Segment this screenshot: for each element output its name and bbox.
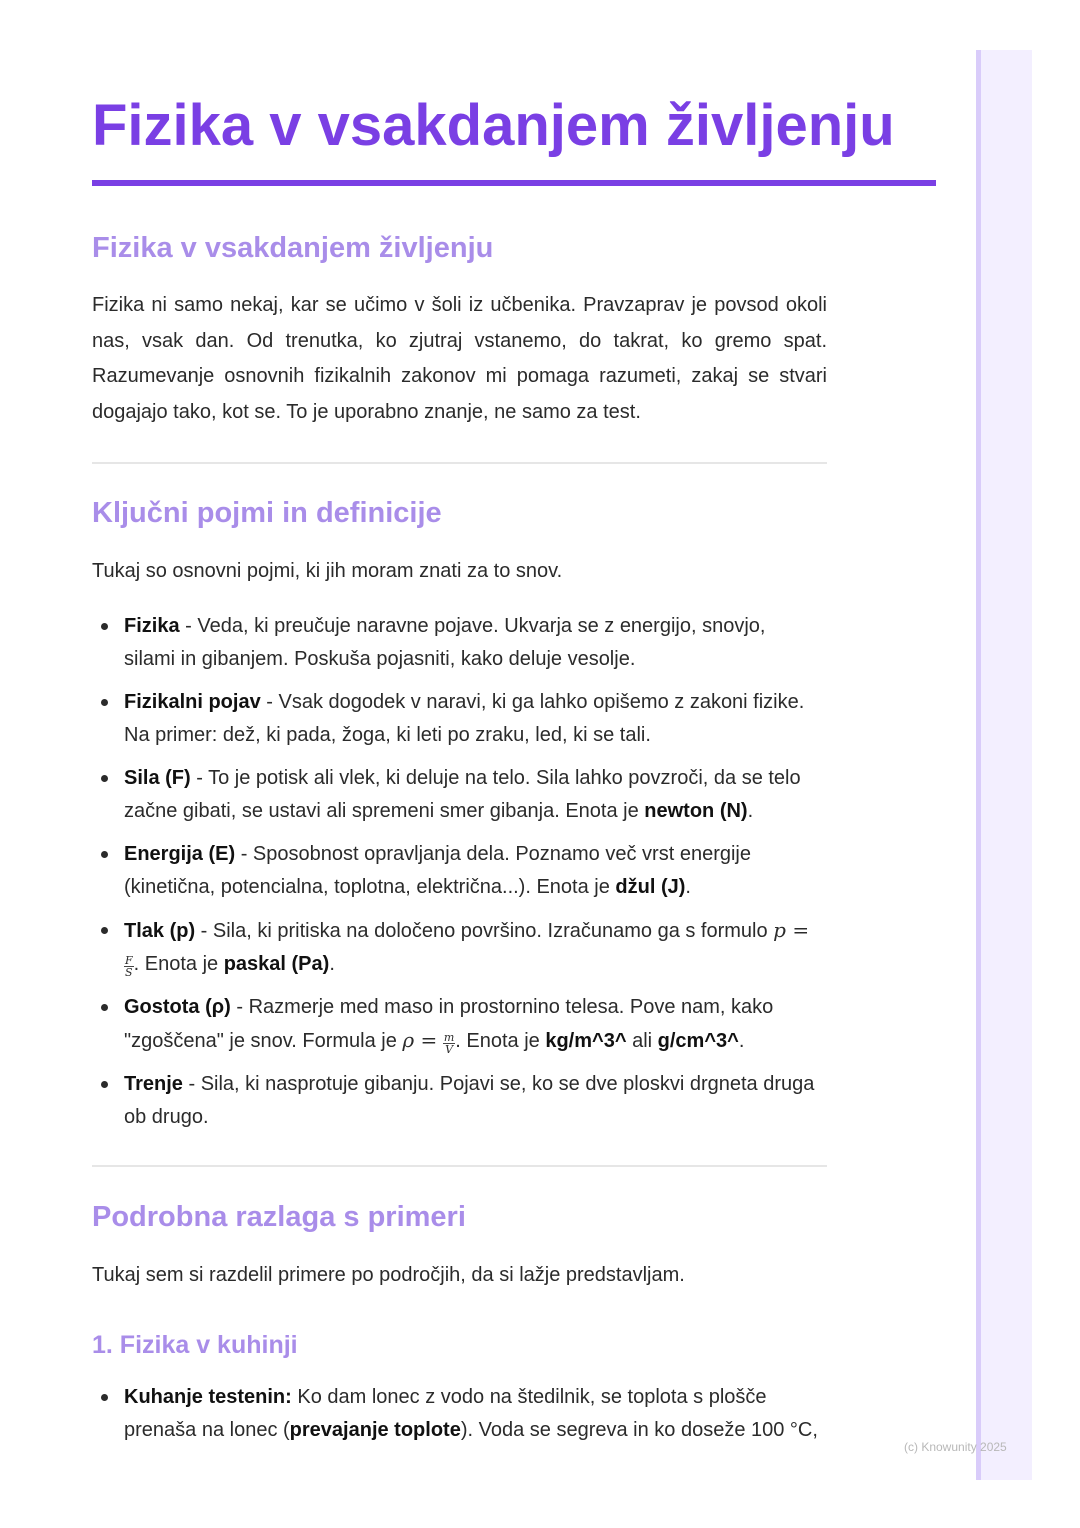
fraction-denominator: V <box>445 1043 454 1056</box>
bullet-icon <box>101 1081 108 1088</box>
term: Fizikalni pojav <box>124 691 261 713</box>
definition: - Sila, ki pritiska na določeno površino. Izračunamo ga s formulo <box>195 920 774 942</box>
unit: kg/m^3^ <box>545 1030 627 1052</box>
fraction-numerator: m <box>443 1031 455 1044</box>
key-phrase: prevajanje toplote <box>289 1419 461 1441</box>
unit: newton (N) <box>644 800 748 822</box>
definition-continued: . Enota je <box>455 1030 546 1052</box>
term: Energija (E) <box>124 843 236 865</box>
term: Fizika <box>124 615 180 637</box>
list-item <box>92 1381 822 1447</box>
term: Tlak (p) <box>124 920 196 942</box>
fraction-denominator: S <box>125 966 133 979</box>
fraction-numerator: F <box>125 954 133 967</box>
section-heading-details: Podrobna razlaga s primeri <box>92 1201 466 1233</box>
right-sidebar-strip <box>976 50 1032 1480</box>
section-heading-concepts: Ključni pojmi in definicije <box>92 497 442 529</box>
bullet-icon <box>101 1004 108 1011</box>
fraction <box>124 955 134 978</box>
definition: - Sposobnost opravljanja dela. Poznamo več vrst energije (kinetična, potencialna, toplotna, električna...). Enota je <box>124 843 751 898</box>
punctuation: . <box>329 953 335 975</box>
definition-continued: ). Voda se segreva in ko doseže 100 °C, <box>460 1419 818 1441</box>
section-divider <box>92 462 827 464</box>
concepts-list <box>92 610 822 1144</box>
list-item <box>92 991 822 1058</box>
unit: džul (J) <box>615 876 686 898</box>
list-item <box>92 838 822 904</box>
definition: - Veda, ki preučuje naravne pojave. Ukvarja se z energijo, snovjo, silami in gibanjem. Poskuša pojasniti, kako deluje vesolje. <box>124 615 766 670</box>
bullet-icon <box>101 851 108 858</box>
section-divider <box>92 1165 827 1167</box>
bullet-icon <box>101 775 108 782</box>
list-item <box>92 762 822 828</box>
title-underline <box>92 180 936 186</box>
page-title: Fizika v vsakdanjem življenju <box>92 93 895 158</box>
bullet-icon <box>101 623 108 630</box>
term: Kuhanje testenin: <box>124 1386 292 1408</box>
list-item <box>92 686 822 752</box>
definition: - Razmerje med maso in prostornino telesa. Pove nam, kako "zgoščena" je snov. Formula je <box>124 996 774 1052</box>
intro-paragraph: Fizika ni samo nekaj, kar se učimo v šoli iz učbenika. Pravzaprav je povsod okoli nas, vsak dan. Od trenutka, ko zjutraj vstanemo, do takrat, ko gremo spat. Razumevanje osnovnih fizikalnih zakonov mi pomaga razumeti, zakaj se stvari dogajajo tako, kot se. To je uporabno znanje, ne samo za test. <box>92 294 827 423</box>
definition: - Vsak dogodek v naravi, ki ga lahko opišemo z zakoni fizike. Na primer: dež, ki pada, žoga, ki leti po zraku, led, ki se tali. <box>124 691 805 746</box>
definition: Ko dam lonec z vodo na štedilnik, se toplota s plošče prenaša na lonec ( <box>124 1386 767 1441</box>
copyright-footer: (c) Knowunity 2025 <box>904 1440 1007 1454</box>
bullet-icon <box>101 1394 108 1401</box>
subsection-heading: 1. Fizika v kuhinji <box>92 1331 298 1359</box>
formula: p = <box>773 918 810 942</box>
definition: - Sila, ki nasprotuje gibanju. Pojavi se, ko se dve ploskvi drgneta druga ob drugo. <box>124 1073 815 1128</box>
punctuation: . <box>738 1030 745 1052</box>
list-item <box>92 610 822 676</box>
punctuation: . <box>747 800 754 822</box>
term: Trenje <box>124 1073 183 1095</box>
conjunction: ali <box>626 1030 658 1052</box>
kitchen-list <box>92 1381 822 1457</box>
fraction <box>443 1032 455 1055</box>
term: Sila (F) <box>124 767 191 789</box>
unit: paskal (Pa) <box>223 953 330 975</box>
bullet-icon <box>101 927 108 934</box>
section-heading-intro: Fizika v vsakdanjem življenju <box>92 232 494 264</box>
punctuation: . <box>685 876 691 898</box>
details-lead: Tukaj sem si razdelil primere po področjih, da si lažje predstavljam. <box>92 1264 685 1286</box>
bullet-icon <box>101 699 108 706</box>
formula: ρ = <box>402 1028 438 1052</box>
list-item <box>92 914 822 981</box>
list-item <box>92 1068 822 1134</box>
term: Gostota (ρ) <box>124 996 231 1018</box>
definition-continued: . Enota je <box>133 953 224 975</box>
unit: g/cm^3^ <box>657 1030 739 1052</box>
concepts-lead: Tukaj so osnovni pojmi, ki jih moram znati za to snov. <box>92 560 563 582</box>
definition: - To je potisk ali vlek, ki deluje na telo. Sila lahko povzroči, da se telo začne gibati, se ustavi ali spremeni smer gibanja. Enota je <box>124 767 801 822</box>
